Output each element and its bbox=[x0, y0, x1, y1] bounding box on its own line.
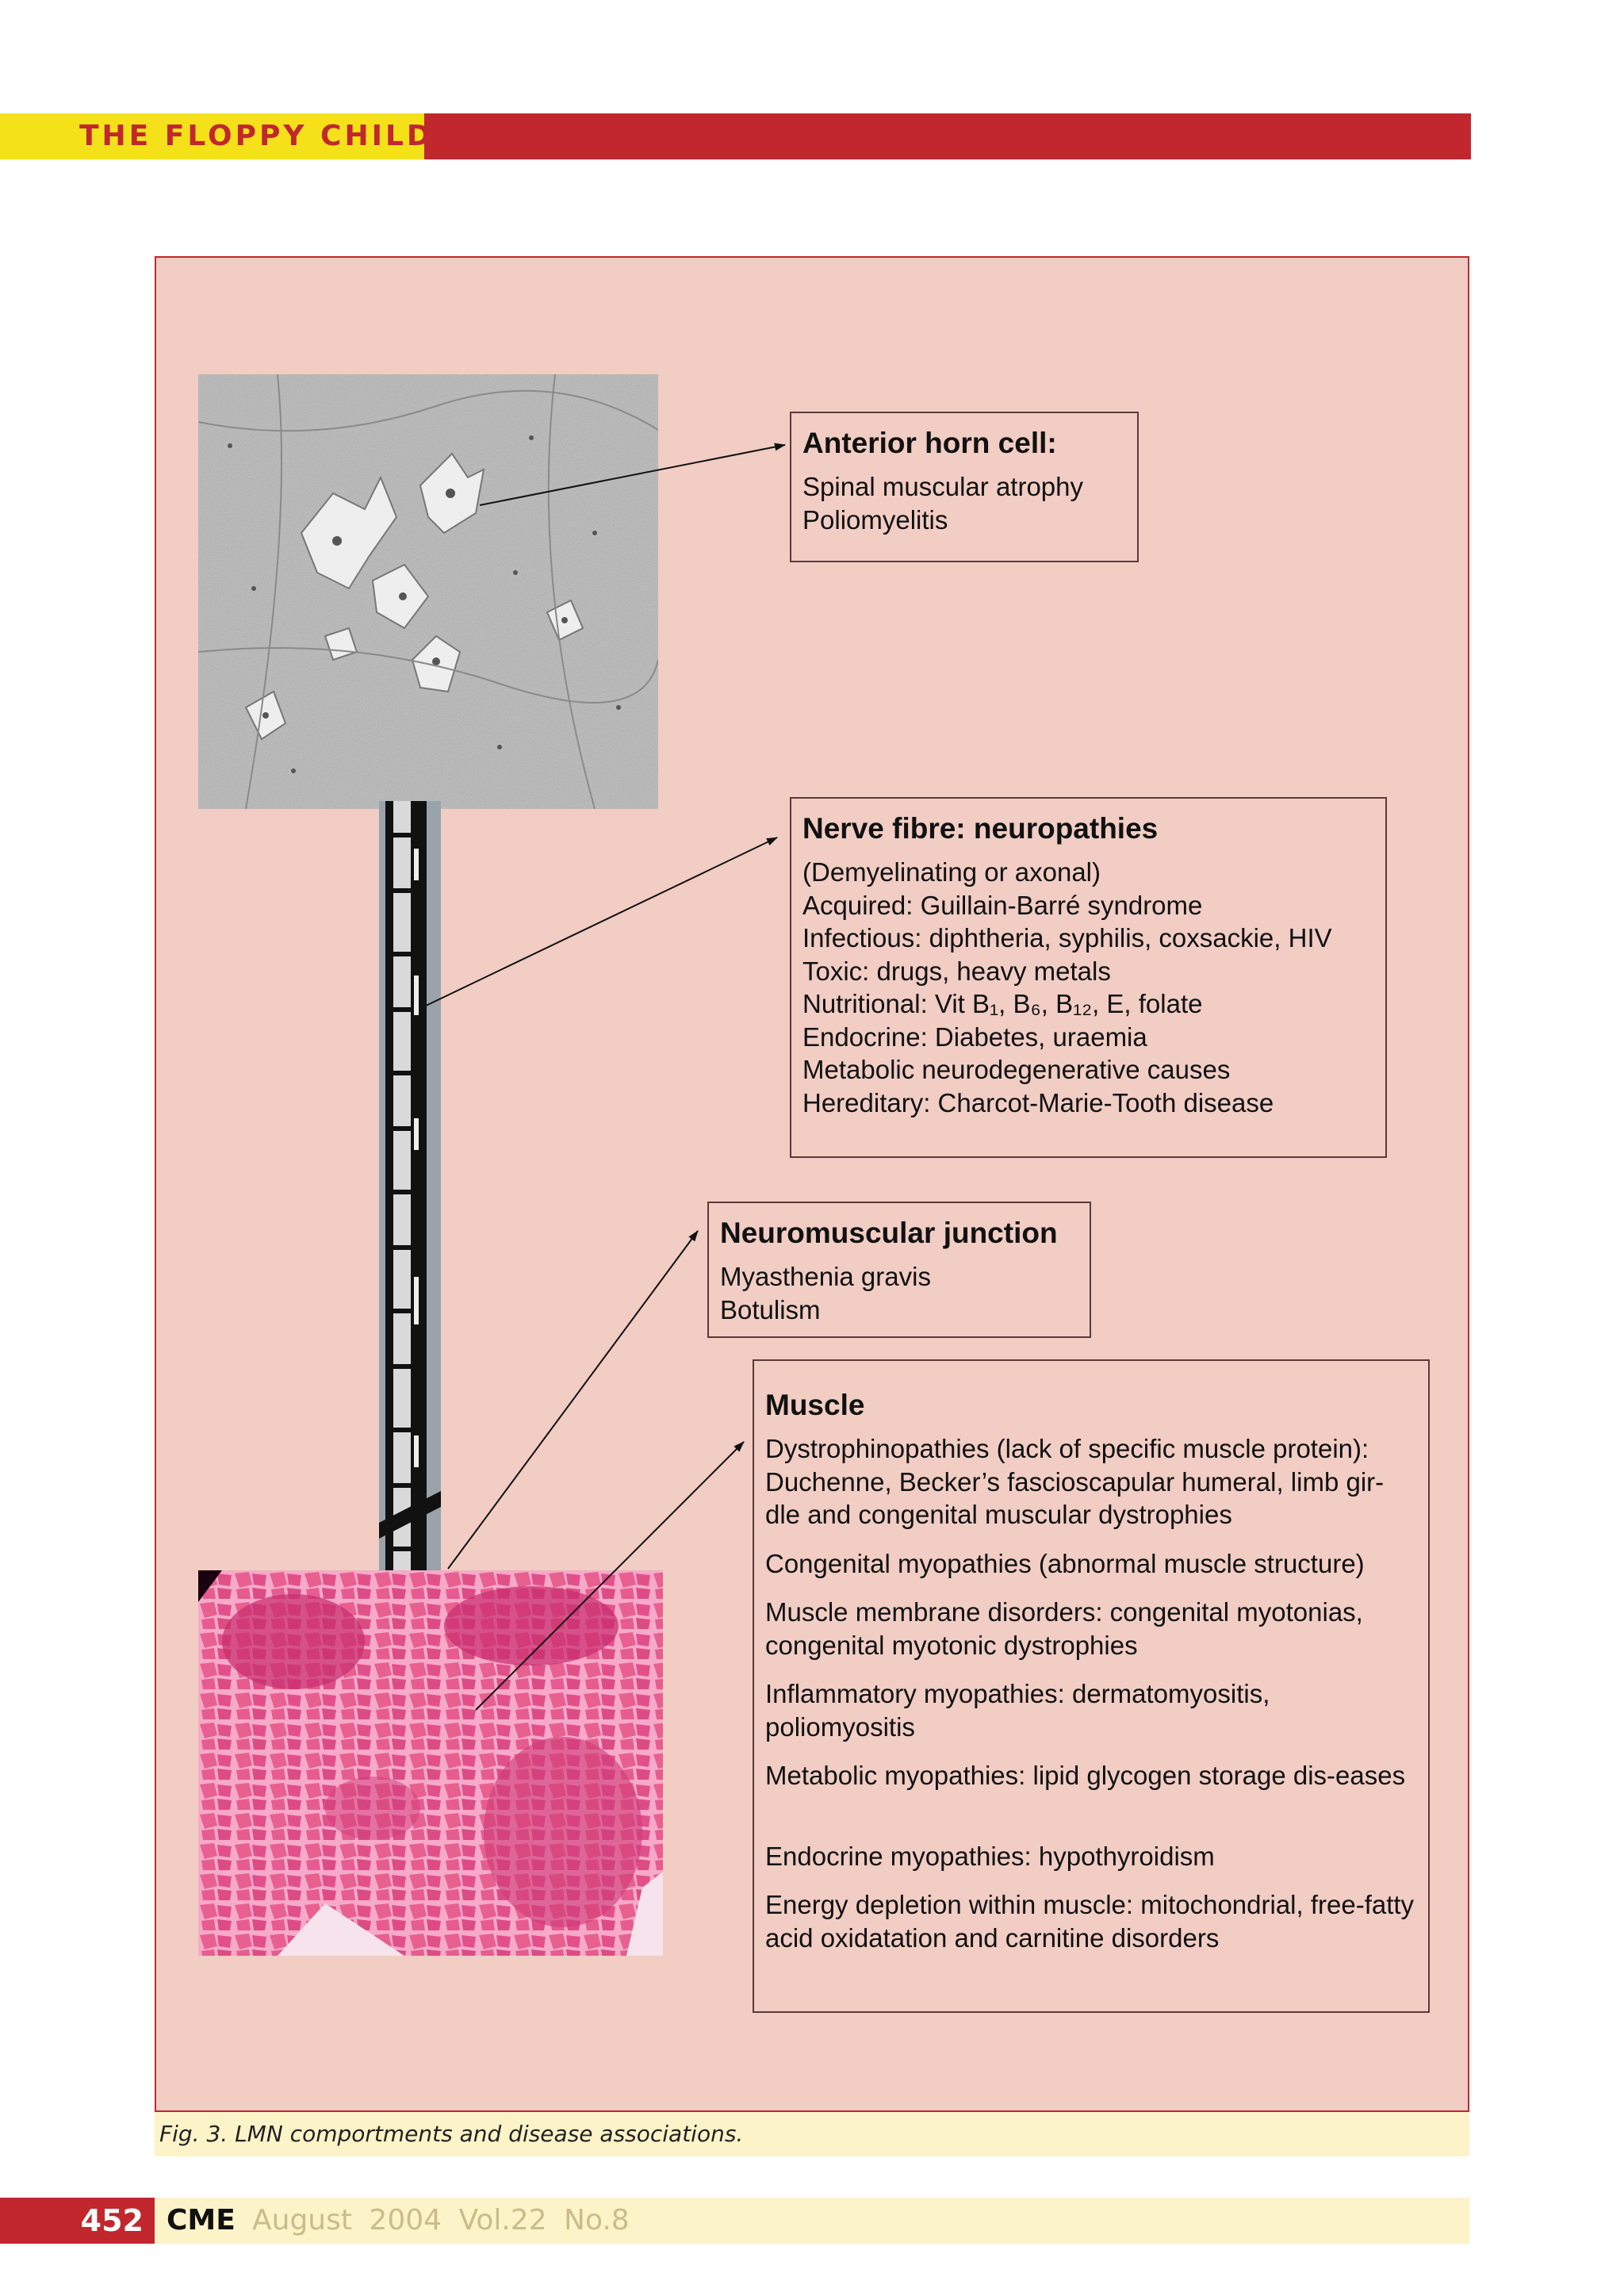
nerve-fibre-title: Nerve fibre: neuropathies bbox=[802, 812, 1159, 845]
anterior-horn-box bbox=[790, 412, 1139, 562]
arrow-anterior-horn bbox=[480, 445, 785, 505]
nerve-fibre-line: Nutritional: Vit B₁, B₆, B₁₂, E, folate bbox=[802, 989, 1203, 1018]
anterior-horn-line: Poliomyelitis bbox=[802, 504, 948, 535]
journal-name: CME bbox=[167, 2204, 236, 2237]
anterior-horn-line: Spinal muscular atrophy bbox=[802, 472, 1084, 501]
figure-caption: Fig. 3. LMN comportments and disease associations. bbox=[155, 2112, 1469, 2156]
nerve-fibre-box bbox=[790, 797, 1387, 1158]
arrow-nmj bbox=[448, 1231, 698, 1569]
neuromuscular-junction-box bbox=[707, 1202, 1091, 1338]
nmj-line: Myasthenia gravis bbox=[720, 1262, 931, 1291]
issue-info: August 2004 Vol.22 No.8 bbox=[252, 2204, 630, 2237]
page-number: 452 bbox=[0, 2198, 155, 2244]
nerve-fibre-line: Acquired: Guillain-Barré syndrome bbox=[802, 890, 1203, 920]
muscle-title: Muscle bbox=[765, 1389, 865, 1421]
nerve-fibre-line: Infectious: diphtheria, syphilis, coxsackie, HIV bbox=[802, 923, 1332, 953]
muscle-item: Endocrine myopathies: hypothyroidism bbox=[765, 1841, 1215, 1871]
nmj-line: Botulism bbox=[720, 1294, 821, 1324]
muscle-item: Muscle membrane disorders: congenital myotonias, congenital myotonic dystrophies bbox=[765, 1597, 1363, 1660]
muscle-item: Dystrophinopathies (lack of specific muscle protein): Duchenne, Becker’s fascioscapular humeral, limb gir-dle and congenital muscular dystrophies bbox=[765, 1434, 1385, 1529]
arrow-nerve-fibre bbox=[423, 838, 777, 1007]
muscle-item: Energy depletion within muscle: mitochondrial, free-fatty acid oxidatation and carnitine disorders bbox=[765, 1890, 1415, 1953]
muscle-item: Inflammatory myopathies: dermatomyositis, poliomyositis bbox=[765, 1679, 1270, 1742]
section-title: THE FLOPPY CHILD bbox=[79, 120, 434, 152]
nerve-fibre-line: Metabolic neurodegenerative causes bbox=[802, 1055, 1231, 1084]
nerve-fibre-line: Hereditary: Charcot-Marie-Tooth disease bbox=[802, 1087, 1274, 1117]
arrow-muscle bbox=[476, 1442, 744, 1710]
muscle-item: Metabolic myopathies: lipid glycogen storage dis-eases bbox=[765, 1761, 1406, 1790]
nerve-fibre-line: Endocrine: Diabetes, uraemia bbox=[802, 1022, 1147, 1052]
nmj-title: Neuromuscular junction bbox=[720, 1217, 1058, 1249]
anterior-horn-title: Anterior horn cell: bbox=[802, 427, 1057, 459]
muscle-box bbox=[753, 1359, 1430, 2013]
muscle-item: Congenital myopathies (abnormal muscle structure) bbox=[765, 1548, 1365, 1578]
nerve-fibre-line: (Demyelinating or axonal) bbox=[802, 857, 1101, 887]
nerve-fibre-line: Toxic: drugs, heavy metals bbox=[802, 956, 1111, 986]
